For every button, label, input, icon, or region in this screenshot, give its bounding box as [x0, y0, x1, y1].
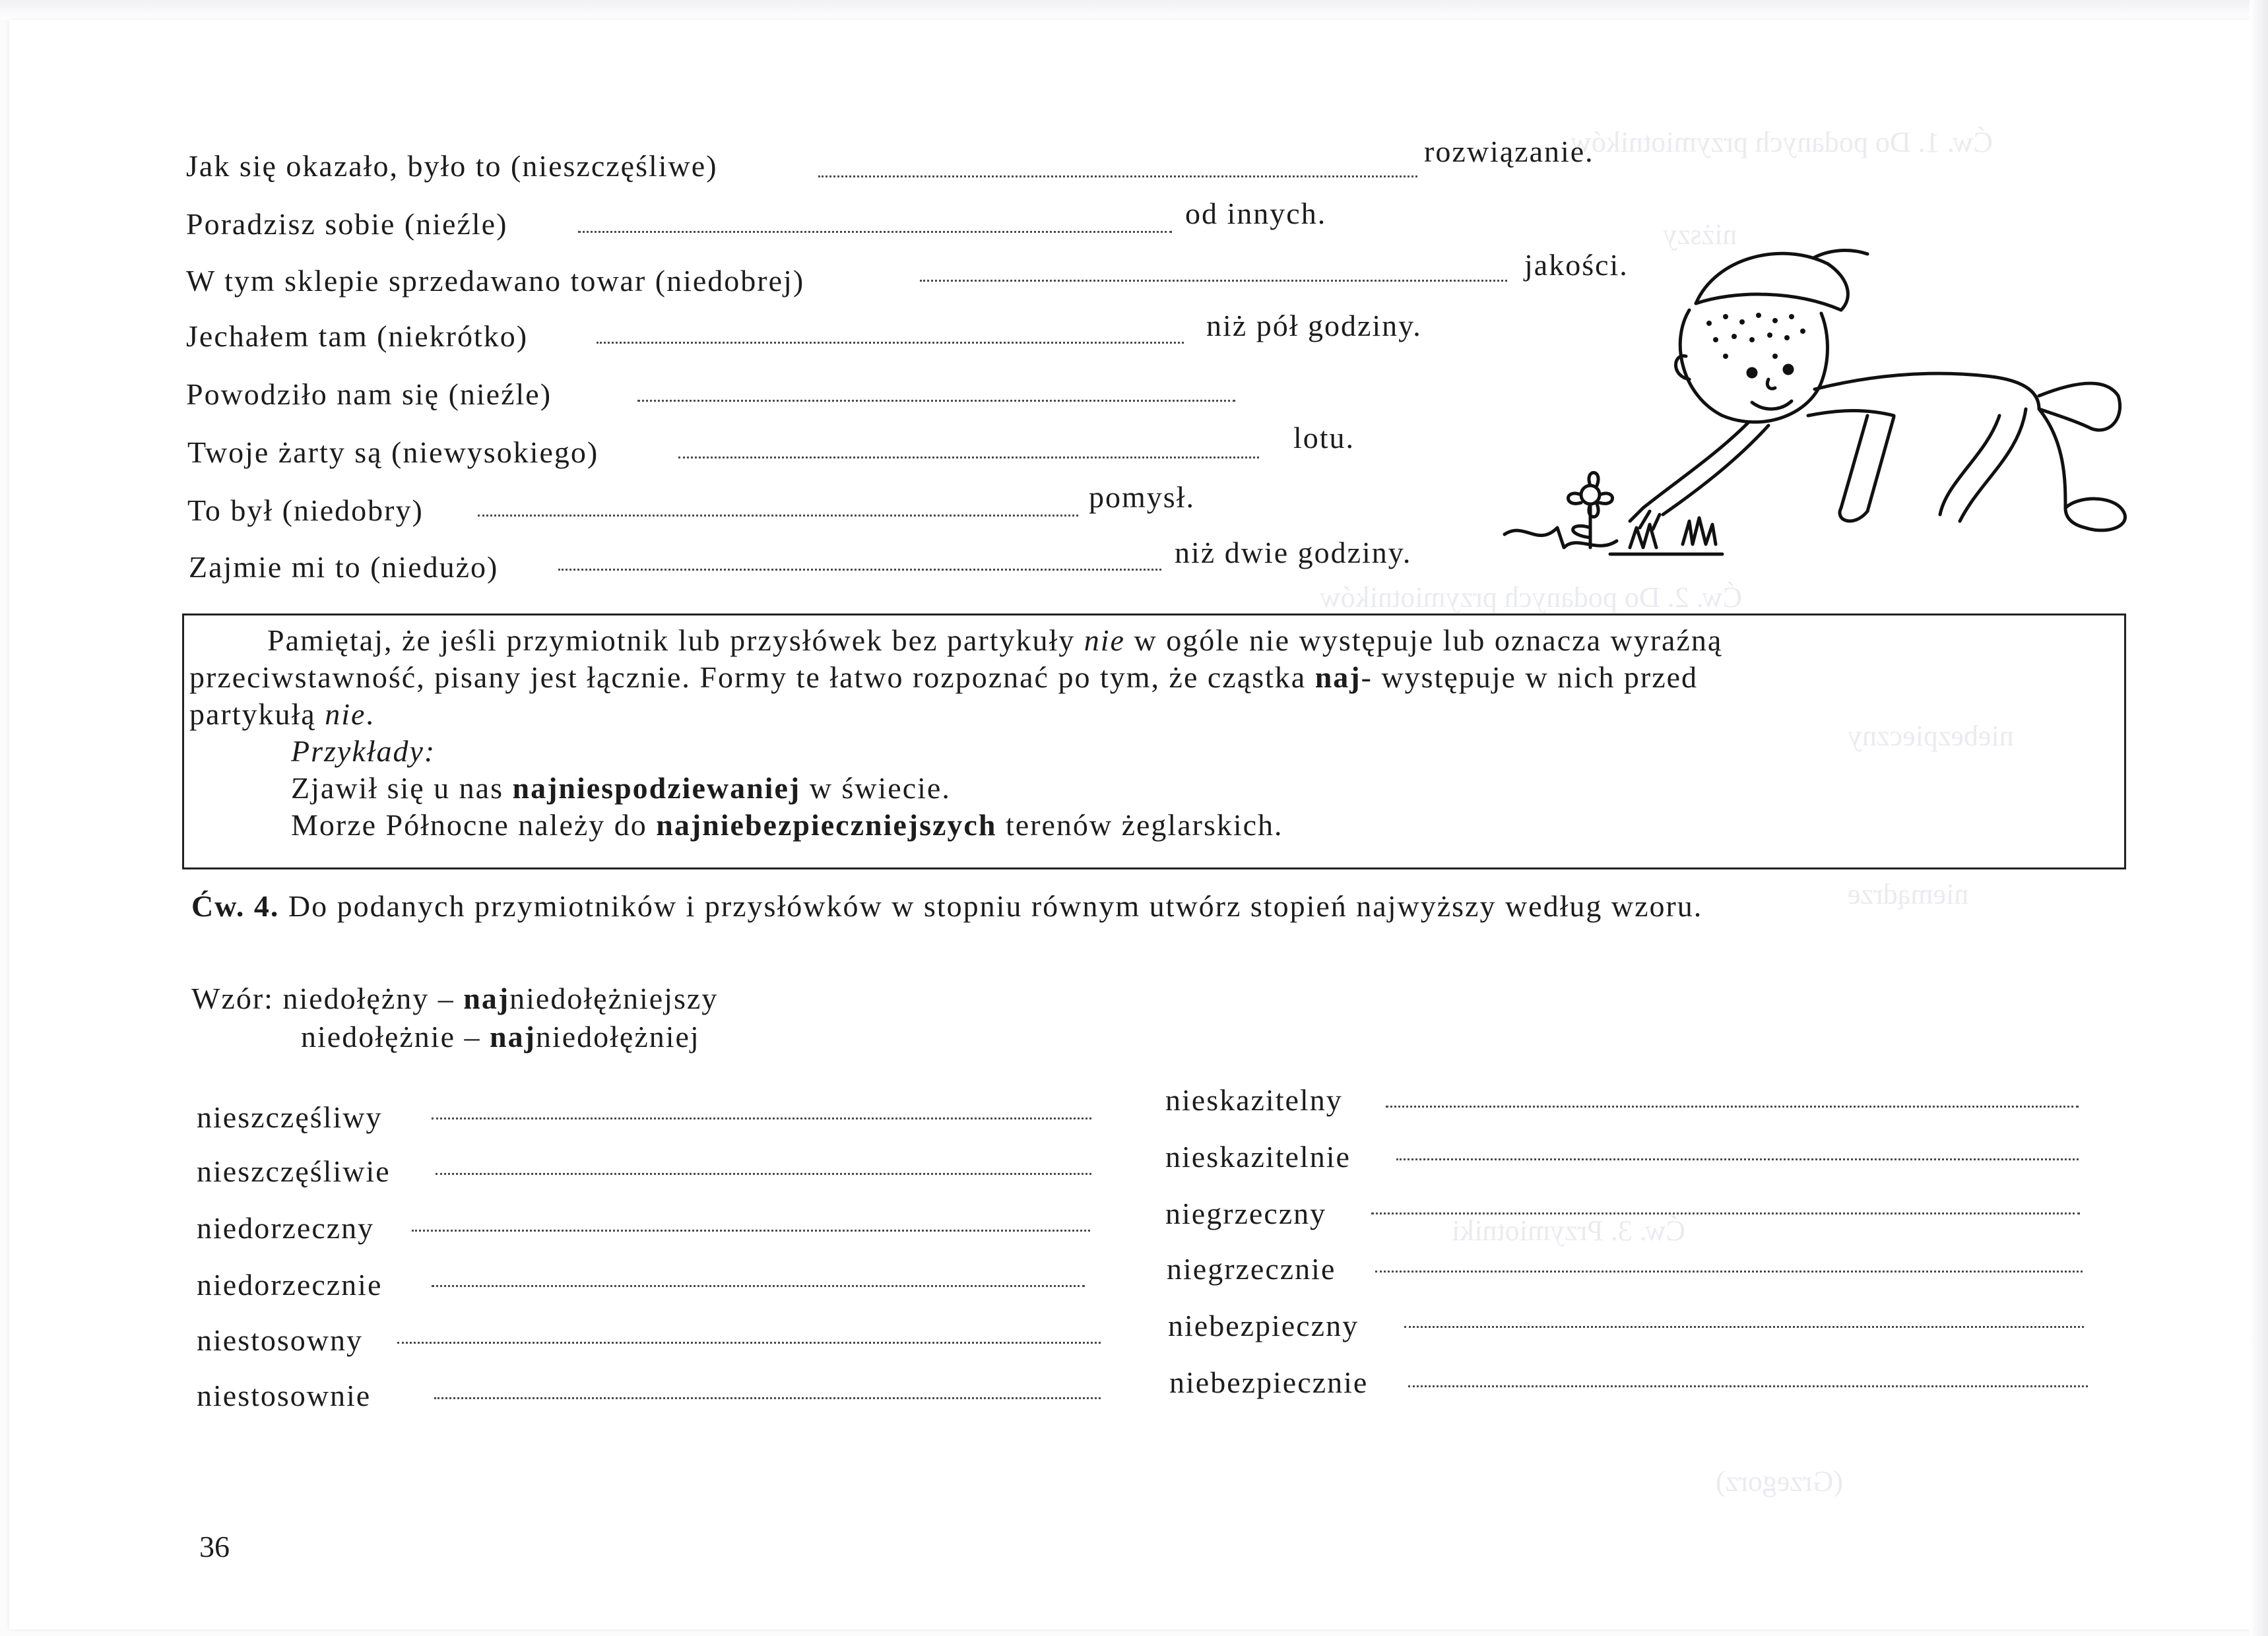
word-right-4: niegrzecznie	[1167, 1252, 1336, 1286]
sentence-3-ending: jakości.	[1524, 248, 1629, 282]
word-right-1: nieskazitelny	[1165, 1083, 1343, 1117]
answer-blank-4[interactable]	[597, 342, 1184, 344]
sentence-1-ending: rozwiązanie.	[1424, 135, 1594, 168]
sentence-1: Jak się okazało, było to (nieszczęśliwe)	[186, 149, 718, 183]
word-left-1: nieszczęśliwy	[197, 1100, 383, 1134]
sentence-4: Jechałem tam (niekrótko)	[186, 319, 529, 353]
examples-label: Przykłady:	[291, 734, 436, 768]
page-right-edge	[2250, 0, 2268, 1636]
sentence-4-ending: niż pół godziny.	[1206, 309, 1422, 342]
boy-picking-flowers-illustration	[1498, 244, 2131, 574]
word-left-6: niestosownie	[197, 1379, 372, 1412]
word-left-5: niestosowny	[197, 1323, 363, 1357]
bleed-through-text: niemądrze	[1848, 878, 1969, 910]
answer-blank-3[interactable]	[920, 280, 1507, 282]
sentence-7: To był (niedobry)	[187, 493, 424, 527]
bleed-through-text: Ćw. 1. Do podanych przymiotników	[1571, 126, 1993, 158]
example-2: Morze Północne należy do najniebezpieczniejszych terenów żeglarskich.	[291, 808, 1283, 842]
answer-blank-right-1[interactable]	[1386, 1106, 2079, 1108]
word-right-5: niebezpieczny	[1168, 1309, 1359, 1342]
sentence-8: Zajmie mi to (niedużo)	[189, 550, 499, 584]
rule-info-box	[182, 614, 2126, 869]
info-line-3: partykułą nie.	[189, 697, 375, 731]
word-left-2: nieszczęśliwie	[197, 1154, 391, 1188]
answer-blank-5[interactable]	[637, 400, 1235, 402]
page-top-edge	[0, 0, 2268, 20]
pattern-line-2: niedołężnie – najniedołężniej	[301, 1020, 700, 1054]
answer-blank-left-2[interactable]	[436, 1173, 1091, 1175]
sentence-5: Powodziło nam się (nieźle)	[186, 377, 552, 411]
answer-blank-left-3[interactable]	[412, 1230, 1090, 1232]
answer-blank-right-2[interactable]	[1396, 1158, 2079, 1160]
bleed-through-text: niższy	[1663, 218, 1737, 251]
answer-blank-left-6[interactable]	[434, 1397, 1101, 1399]
answer-blank-8[interactable]	[558, 569, 1161, 571]
sentence-6-ending: lotu.	[1293, 421, 1355, 455]
answer-blank-6[interactable]	[678, 456, 1259, 458]
answer-blank-left-4[interactable]	[432, 1285, 1085, 1287]
bleed-through-text: (Grzegorz)	[1716, 1465, 1843, 1497]
answer-blank-right-3[interactable]	[1371, 1212, 2080, 1214]
bleed-through-text: niebezpieczny	[1848, 720, 2014, 752]
sentence-7-ending: pomysł.	[1089, 480, 1195, 514]
sentence-3: W tym sklepie sprzedawano towar (niedobrej)	[186, 264, 805, 298]
sentence-2-ending: od innych.	[1185, 197, 1327, 230]
bleed-through-text: Ćw. 2. Do podanych przymiotników	[1320, 581, 1742, 614]
word-right-2: nieskazitelnie	[1165, 1140, 1351, 1174]
page-number: 36	[199, 1530, 230, 1563]
answer-blank-7[interactable]	[478, 515, 1078, 517]
word-right-6: niebezpiecznie	[1169, 1366, 1369, 1399]
word-left-3: niedorzeczny	[197, 1211, 375, 1245]
exercise-4-instruction: Ćw. 4. Do podanych przymiotników i przysłówków w stopniu równym utwórz stopień najwyższy według wzoru.	[191, 889, 1703, 923]
answer-blank-left-1[interactable]	[432, 1117, 1091, 1119]
sentence-6: Twoje żarty są (niewysokiego)	[187, 435, 599, 469]
answer-blank-1[interactable]	[818, 175, 1417, 177]
sentence-8-ending: niż dwie godziny.	[1175, 536, 1412, 569]
word-right-3: niegrzeczny	[1165, 1197, 1327, 1230]
sentence-2: Poradzisz sobie (nieźle)	[186, 207, 508, 241]
info-line-2: przeciwstawność, pisany jest łącznie. Formy te łatwo rozpoznać po tym, że cząstka naj- występuje w nich przed	[189, 660, 1699, 694]
answer-blank-2[interactable]	[578, 231, 1172, 233]
info-line-1: Pamiętaj, że jeśli przymiotnik lub przysłówek bez partykuły nie w ogóle nie występuje lub oznacza wyraźną	[267, 623, 1723, 657]
answer-blank-right-4[interactable]	[1375, 1271, 2083, 1273]
answer-blank-right-5[interactable]	[1404, 1326, 2084, 1328]
answer-blank-left-5[interactable]	[397, 1342, 1101, 1344]
word-left-4: niedorzecznie	[197, 1268, 383, 1302]
answer-blank-right-6[interactable]	[1408, 1385, 2088, 1387]
pattern-line-1: Wzór: niedołężny – najniedołężniejszy	[191, 982, 719, 1015]
bleed-through-text: Ćw. 3. Przymiotniki	[1452, 1214, 1686, 1247]
example-1: Zjawił się u nas najniespodziewaniej w świecie.	[291, 771, 951, 805]
